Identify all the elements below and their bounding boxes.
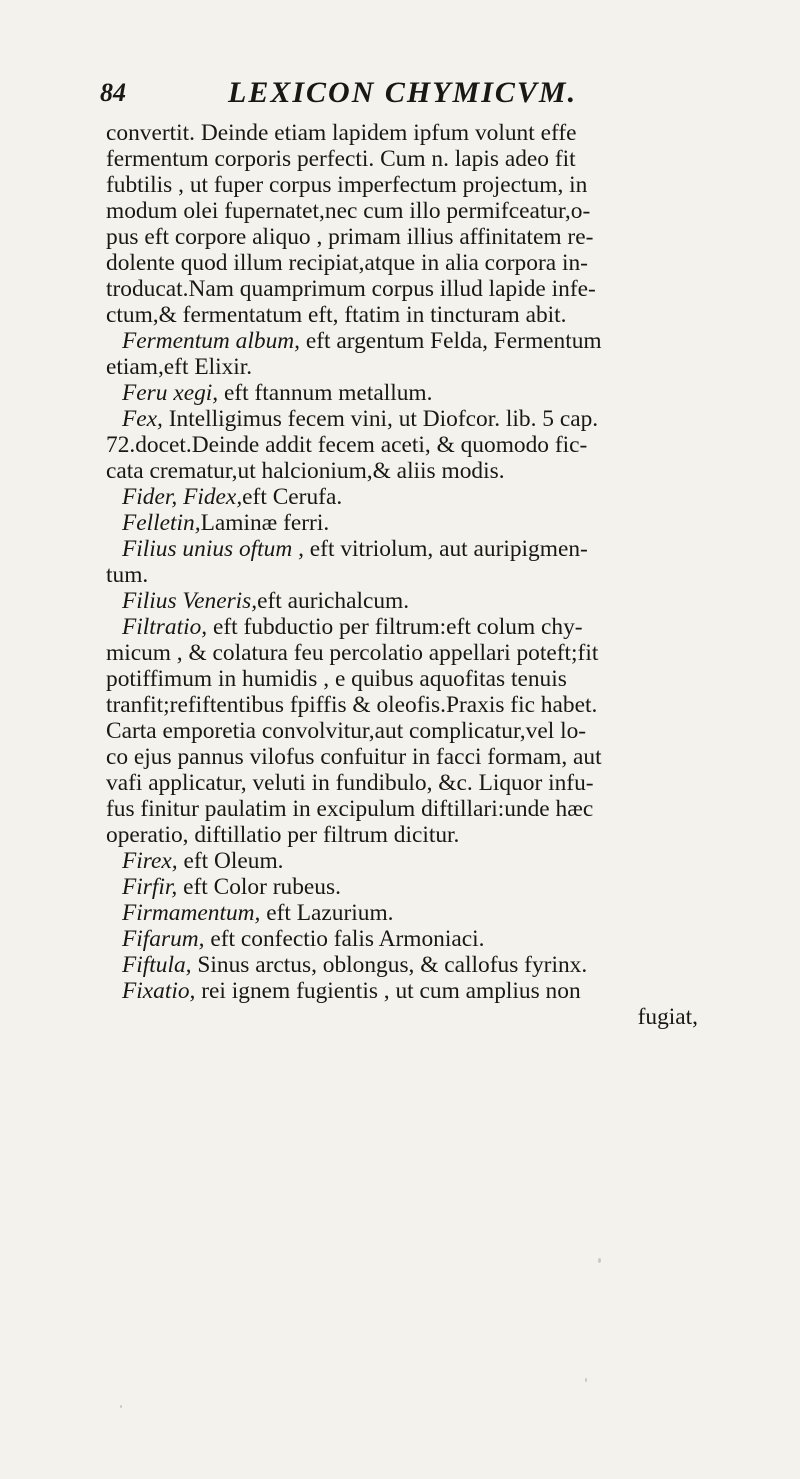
line-text: fugiat, — [637, 1004, 698, 1030]
line-text: fermentum corporis perfecti. Cum n. lapis adeo fit — [106, 146, 576, 172]
line-text: Sinus arctus, oblongus, & callofus fyrinx. — [191, 952, 588, 978]
line-text: etiam,eft Elixir. — [106, 354, 253, 380]
text-line — [106, 770, 760, 796]
text-line — [106, 276, 760, 302]
line-text: Carta emporetia convolvitur,aut complicatur,vel lo- — [106, 718, 587, 744]
line-text: tum. — [106, 562, 149, 588]
text-line — [106, 1004, 760, 1030]
paper-speck — [120, 1405, 122, 1408]
line-text: fus finitur paulatim in excipulum diftillari:unde hæc — [106, 796, 594, 822]
text-line — [106, 302, 760, 328]
line-text: 72.docet.Deinde addit fecem aceti, & quomodo fic- — [106, 432, 588, 458]
line-text: potiffimum in humidis , e quibus aquofitas tenuis — [106, 666, 567, 692]
entry-headword: Filius Veneris, — [122, 588, 258, 614]
text-line — [106, 536, 760, 562]
line-text: eft Cerufa. — [242, 484, 343, 510]
line-text: cata crematur,ut halcionium,& aliis modis. — [106, 458, 505, 484]
line-text: eft aurichalcum. — [257, 588, 410, 614]
entry-headword: Fider, Fidex, — [122, 484, 243, 510]
page-number: 84 — [100, 78, 126, 107]
line-text: eft ftannum metallum. — [218, 380, 433, 406]
entry-headword: Fex, — [122, 406, 163, 432]
text-line — [106, 796, 760, 822]
entry-headword: Filtratio, — [122, 614, 208, 640]
text-line — [106, 354, 760, 380]
paper-speck — [392, 395, 395, 398]
line-text: tranfit;refiftentibus fpiffis & oleofis.Praxis fic habet. — [106, 692, 598, 718]
text-line — [106, 198, 760, 224]
entry-headword: Feru xegi, — [122, 380, 219, 406]
line-text: eft vitriolum, aut auripigmen- — [303, 536, 588, 562]
text-line — [106, 900, 760, 926]
text-line — [106, 432, 760, 458]
entry-headword: Fixatio, — [122, 978, 196, 1004]
text-line — [106, 926, 760, 952]
text-line — [106, 692, 760, 718]
text-line — [106, 822, 760, 848]
text-line — [106, 328, 760, 354]
line-text: eft argentum Felda, Fermentum — [300, 328, 602, 354]
line-text: pus eft corpore aliquo , primam illius affinitatem re- — [106, 224, 594, 250]
line-text: vafi applicatur, veluti in fundibulo, &c. Liquor infu- — [106, 770, 594, 796]
entry-headword: Filius unius oftum , — [122, 536, 304, 562]
line-text: eft confectio falis Armoniaci. — [204, 926, 485, 952]
text-line — [106, 848, 760, 874]
line-text: Laminæ ferri. — [200, 510, 330, 536]
text-line — [106, 146, 760, 172]
line-text: Intelligimus fecem vini, ut Diofcor. lib. 5 cap. — [162, 406, 599, 432]
line-text: eft Lazurium. — [260, 900, 394, 926]
page-header — [100, 76, 740, 116]
text-line — [106, 458, 760, 484]
text-line — [106, 510, 760, 536]
line-text: micum , & colatura feu percolatio appellari poteft;fit — [106, 640, 599, 666]
text-line — [106, 952, 760, 978]
text-line — [106, 718, 760, 744]
line-text: ctum,& fermentatum eft, ftatim in tincturam abit. — [106, 302, 567, 328]
text-line — [106, 666, 760, 692]
text-line — [106, 484, 760, 510]
entry-headword: Fifarum, — [122, 926, 205, 952]
paper-speck — [585, 1378, 587, 1382]
line-text: rei ignem fugientis , ut cum amplius non — [195, 978, 581, 1004]
text-line — [106, 614, 760, 640]
text-line — [106, 224, 760, 250]
paper-speck — [598, 1258, 601, 1263]
text-line — [106, 380, 760, 406]
line-text: eft fubductio per filtrum:eft colum chy- — [207, 614, 583, 640]
body-text — [106, 120, 760, 1030]
line-text: modum olei fupernatet,nec cum illo permifceatur,o- — [106, 198, 591, 224]
text-line — [106, 874, 760, 900]
text-line — [106, 640, 760, 666]
line-text: eft Color rubeus. — [177, 874, 341, 900]
text-line — [106, 562, 760, 588]
text-line — [106, 978, 760, 1004]
text-line — [106, 120, 760, 146]
text-line — [106, 744, 760, 770]
line-text: convertit. Deinde etiam lapidem ipfum volunt effe — [106, 120, 577, 146]
entry-headword: Fermentum album, — [122, 328, 300, 354]
line-text: co ejus pannus vilofus confuitur in facci formam, aut — [106, 744, 602, 770]
entry-headword: Fiftula, — [122, 952, 192, 978]
line-text: eft Oleum. — [177, 848, 284, 874]
line-text: dolente quod illum recipiat,atque in alia corpora in- — [106, 250, 588, 276]
entry-headword: Felletin, — [122, 510, 201, 536]
entry-headword: Firmamentum, — [122, 900, 261, 926]
line-text: operatio, diftillatio per filtrum dicitur. — [106, 822, 460, 848]
entry-headword: Firfir, — [122, 874, 178, 900]
line-text: fubtilis , ut fuper corpus imperfectum projectum, in — [106, 172, 588, 198]
text-line — [106, 250, 760, 276]
text-line — [106, 172, 760, 198]
text-line — [106, 588, 760, 614]
entry-headword: Firex, — [122, 848, 178, 874]
line-text: troducat.Nam quamprimum corpus illud lapide infe- — [106, 276, 596, 302]
running-title: LEXICON CHYMICVM. — [228, 76, 578, 109]
text-line — [106, 406, 760, 432]
